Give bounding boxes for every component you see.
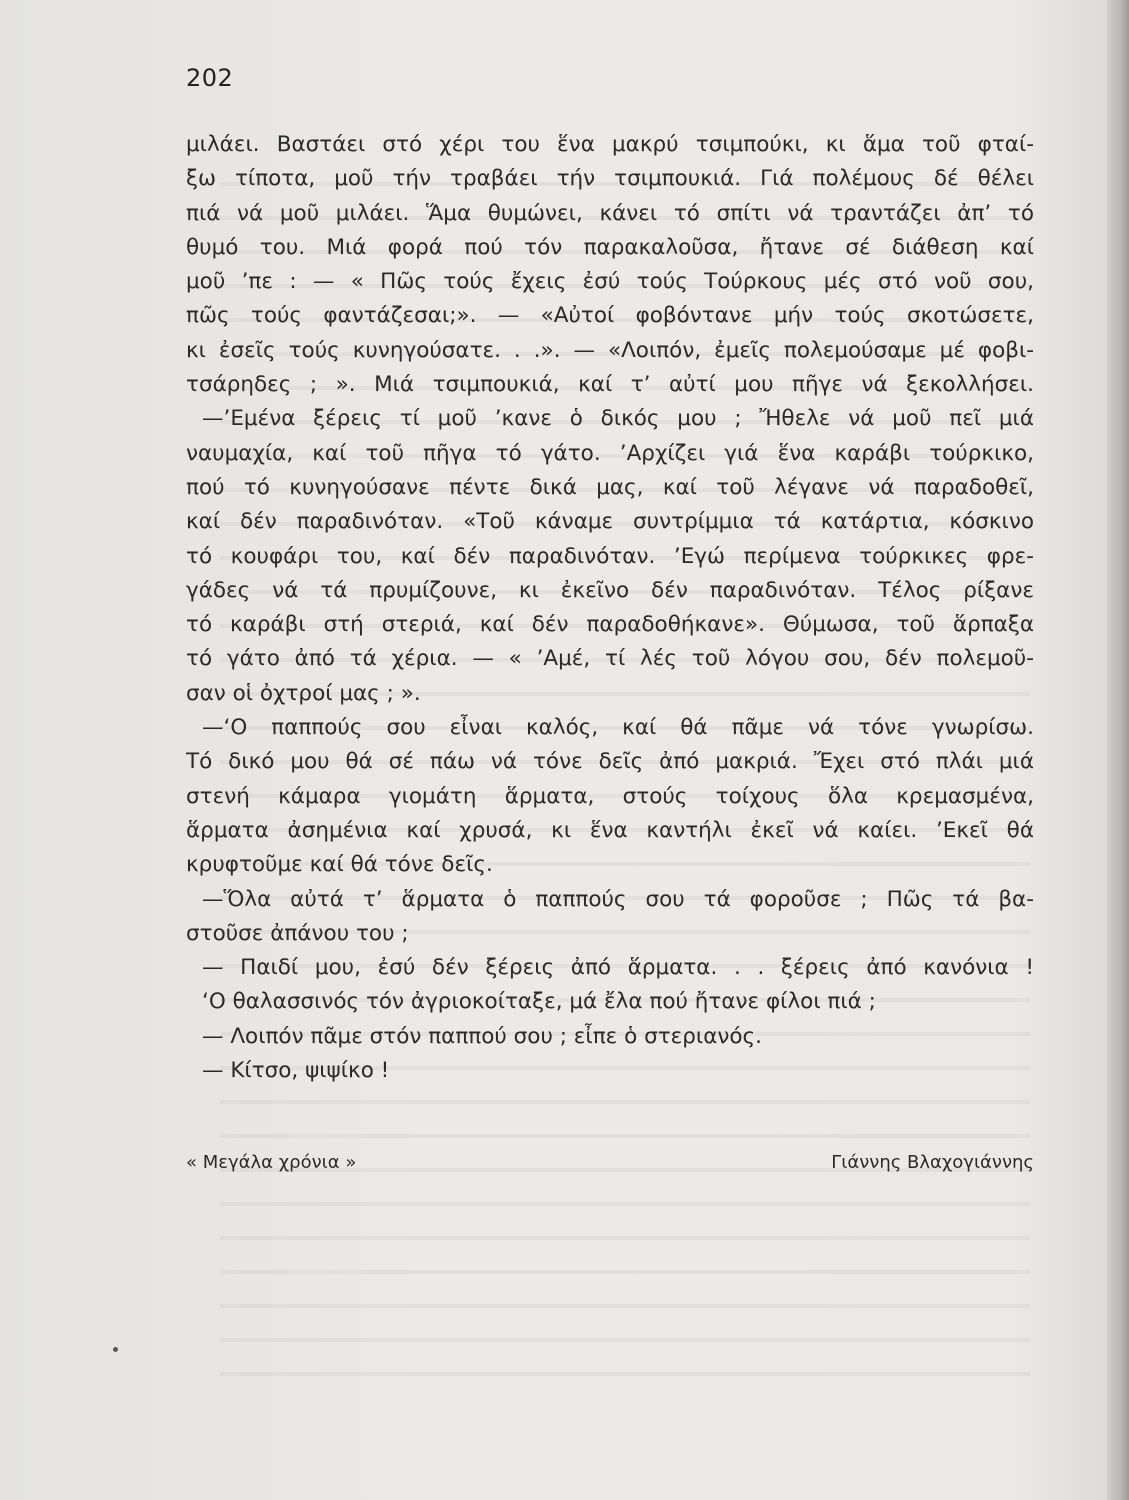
text-line: — Κίτσο, ψιψίκο ! (202, 1058, 390, 1084)
text-line: ναυμαχία, καί τοῦ πῆγα τό γάτο. ’Αρχίζει γιά ἕνα καράβι τούρκικο, (186, 440, 1034, 466)
citation-footer (186, 1152, 1034, 1173)
text-line: τσάρηδες ; ». Μιά τσιμπουκιά, καί τ’ αὐτί μου πῆγε νά ξεκολλήσει. (186, 372, 1034, 398)
text-line: πού τό κυνηγούσανε πέντε δικά μας, καί τοῦ λέγανε νά παραδοθεῖ, (186, 474, 1034, 500)
text-line: ‘Ο θαλασσινός τόν ἀγριοκοίταξε, μά ἔλα πού ἤτανε φίλοι πιά ; (202, 989, 876, 1015)
text-line: —‘Ο παππούς σου εἶναι καλός, καί θά πᾶμε νά τόνε γνωρίσω. (202, 715, 1034, 741)
page-number: 202 (186, 64, 234, 92)
ink-speck (113, 1347, 118, 1352)
text-line: —’Εμένα ξέρεις τί μοῦ ’κανε ὁ δικός μου ; Ἤθελε νά μοῦ πεῖ μιά (202, 406, 1034, 432)
text-line: ξω τίποτα, μοῦ τήν τραβάει τήν τσιμπουκιά. Γιά πολέμους δέ θέλει (186, 166, 1034, 192)
text-line: στενή κάμαρα γιομάτη ἅρματα, στούς τοίχους ὅλα κρεμασμένα, (186, 783, 1034, 809)
text-line: γάδες νά τά πρυμίζουνε, κι ἐκεῖνο δέν παραδινόταν. Τέλος ρίξανε (186, 577, 1034, 603)
text-line: πῶς τούς φαντάζεσαι;». — «Αὐτοί φοβόντανε μήν τούς σκοτώσετε, (186, 303, 1034, 329)
page-edge-shadow (1107, 0, 1129, 1500)
text-line: ἅρματα ἀσημένια καί χρυσά, κι ἕνα καντήλι ἐκεῖ νά καίει. ’Εκεῖ θά (186, 817, 1034, 843)
text-line: — Λοιπόν πᾶμε στόν παππού σου ; εἶπε ὁ στεριανός. (202, 1023, 762, 1049)
author-name: Γιάννης Βλαχογιάννης (831, 1152, 1034, 1173)
text-line: τό καράβι στή στεριά, καί δέν παραδοθήκανε». Θύμωσα, τοῦ ἅρπαξα (186, 612, 1034, 638)
text-line: τό γάτο ἀπό τά χέρια. — « ’Αμέ, τί λές τοῦ λόγου σου, δέν πολεμοῦ- (186, 646, 1034, 672)
text-line: μιλάει. Βαστάει στό χέρι του ἕνα μακρύ τσιμπούκι, κι ἅμα τοῦ φταί- (186, 132, 1034, 157)
text-line: κι ἐσεῖς τούς κυνηγούσατε. . .». — «Λοιπόν, ἐμεῖς πολεμούσαμε μέ φοβι- (186, 337, 1034, 363)
source-title: « Μεγάλα χρόνια » (186, 1152, 357, 1173)
text-line: —Ὅλα αὐτά τ’ ἅρματα ὁ παππούς σου τά φοροῦσε ; Πῶς τά βα- (202, 886, 1034, 912)
text-line: Τό δικό μου θά σέ πάω νά τόνε δεῖς ἀπό μακριά. Ἔχει στό πλάι μιά (186, 749, 1034, 775)
text-line: σαν οἱ ὀχτροί μας ; ». (186, 680, 421, 706)
body-text (186, 128, 1034, 1088)
text-line: στοῦσε ἀπάνου του ; (186, 920, 409, 946)
text-line: κρυφτοῦμε καί θά τόνε δεῖς. (186, 852, 493, 878)
text-line: πιά νά μοῦ μιλάει. Ἅμα θυμώνει, κάνει τό σπίτι νά τραντάζει ἀπ’ τό (186, 200, 1034, 226)
text-line: μοῦ ’πε : — « Πῶς τούς ἔχεις ἐσύ τούς Τούρκους μές στό νοῦ σου, (186, 269, 1034, 295)
text-line: τό κουφάρι του, καί δέν παραδινόταν. ’Εγώ περίμενα τούρκικες φρε- (186, 543, 1034, 569)
text-line: — Παιδί μου, ἐσύ δέν ξέρεις ἀπό ἅρματα. . . ξέρεις ἀπό κανόνια ! (202, 955, 1034, 981)
text-line: καί δέν παραδινόταν. «Τοῦ κάναμε συντρίμμια τά κατάρτια, κόσκινο (186, 509, 1034, 535)
text-line: θυμό του. Μιά φορά πού τόν παρακαλοῦσα, ἤτανε σέ διάθεση καί (186, 234, 1034, 260)
